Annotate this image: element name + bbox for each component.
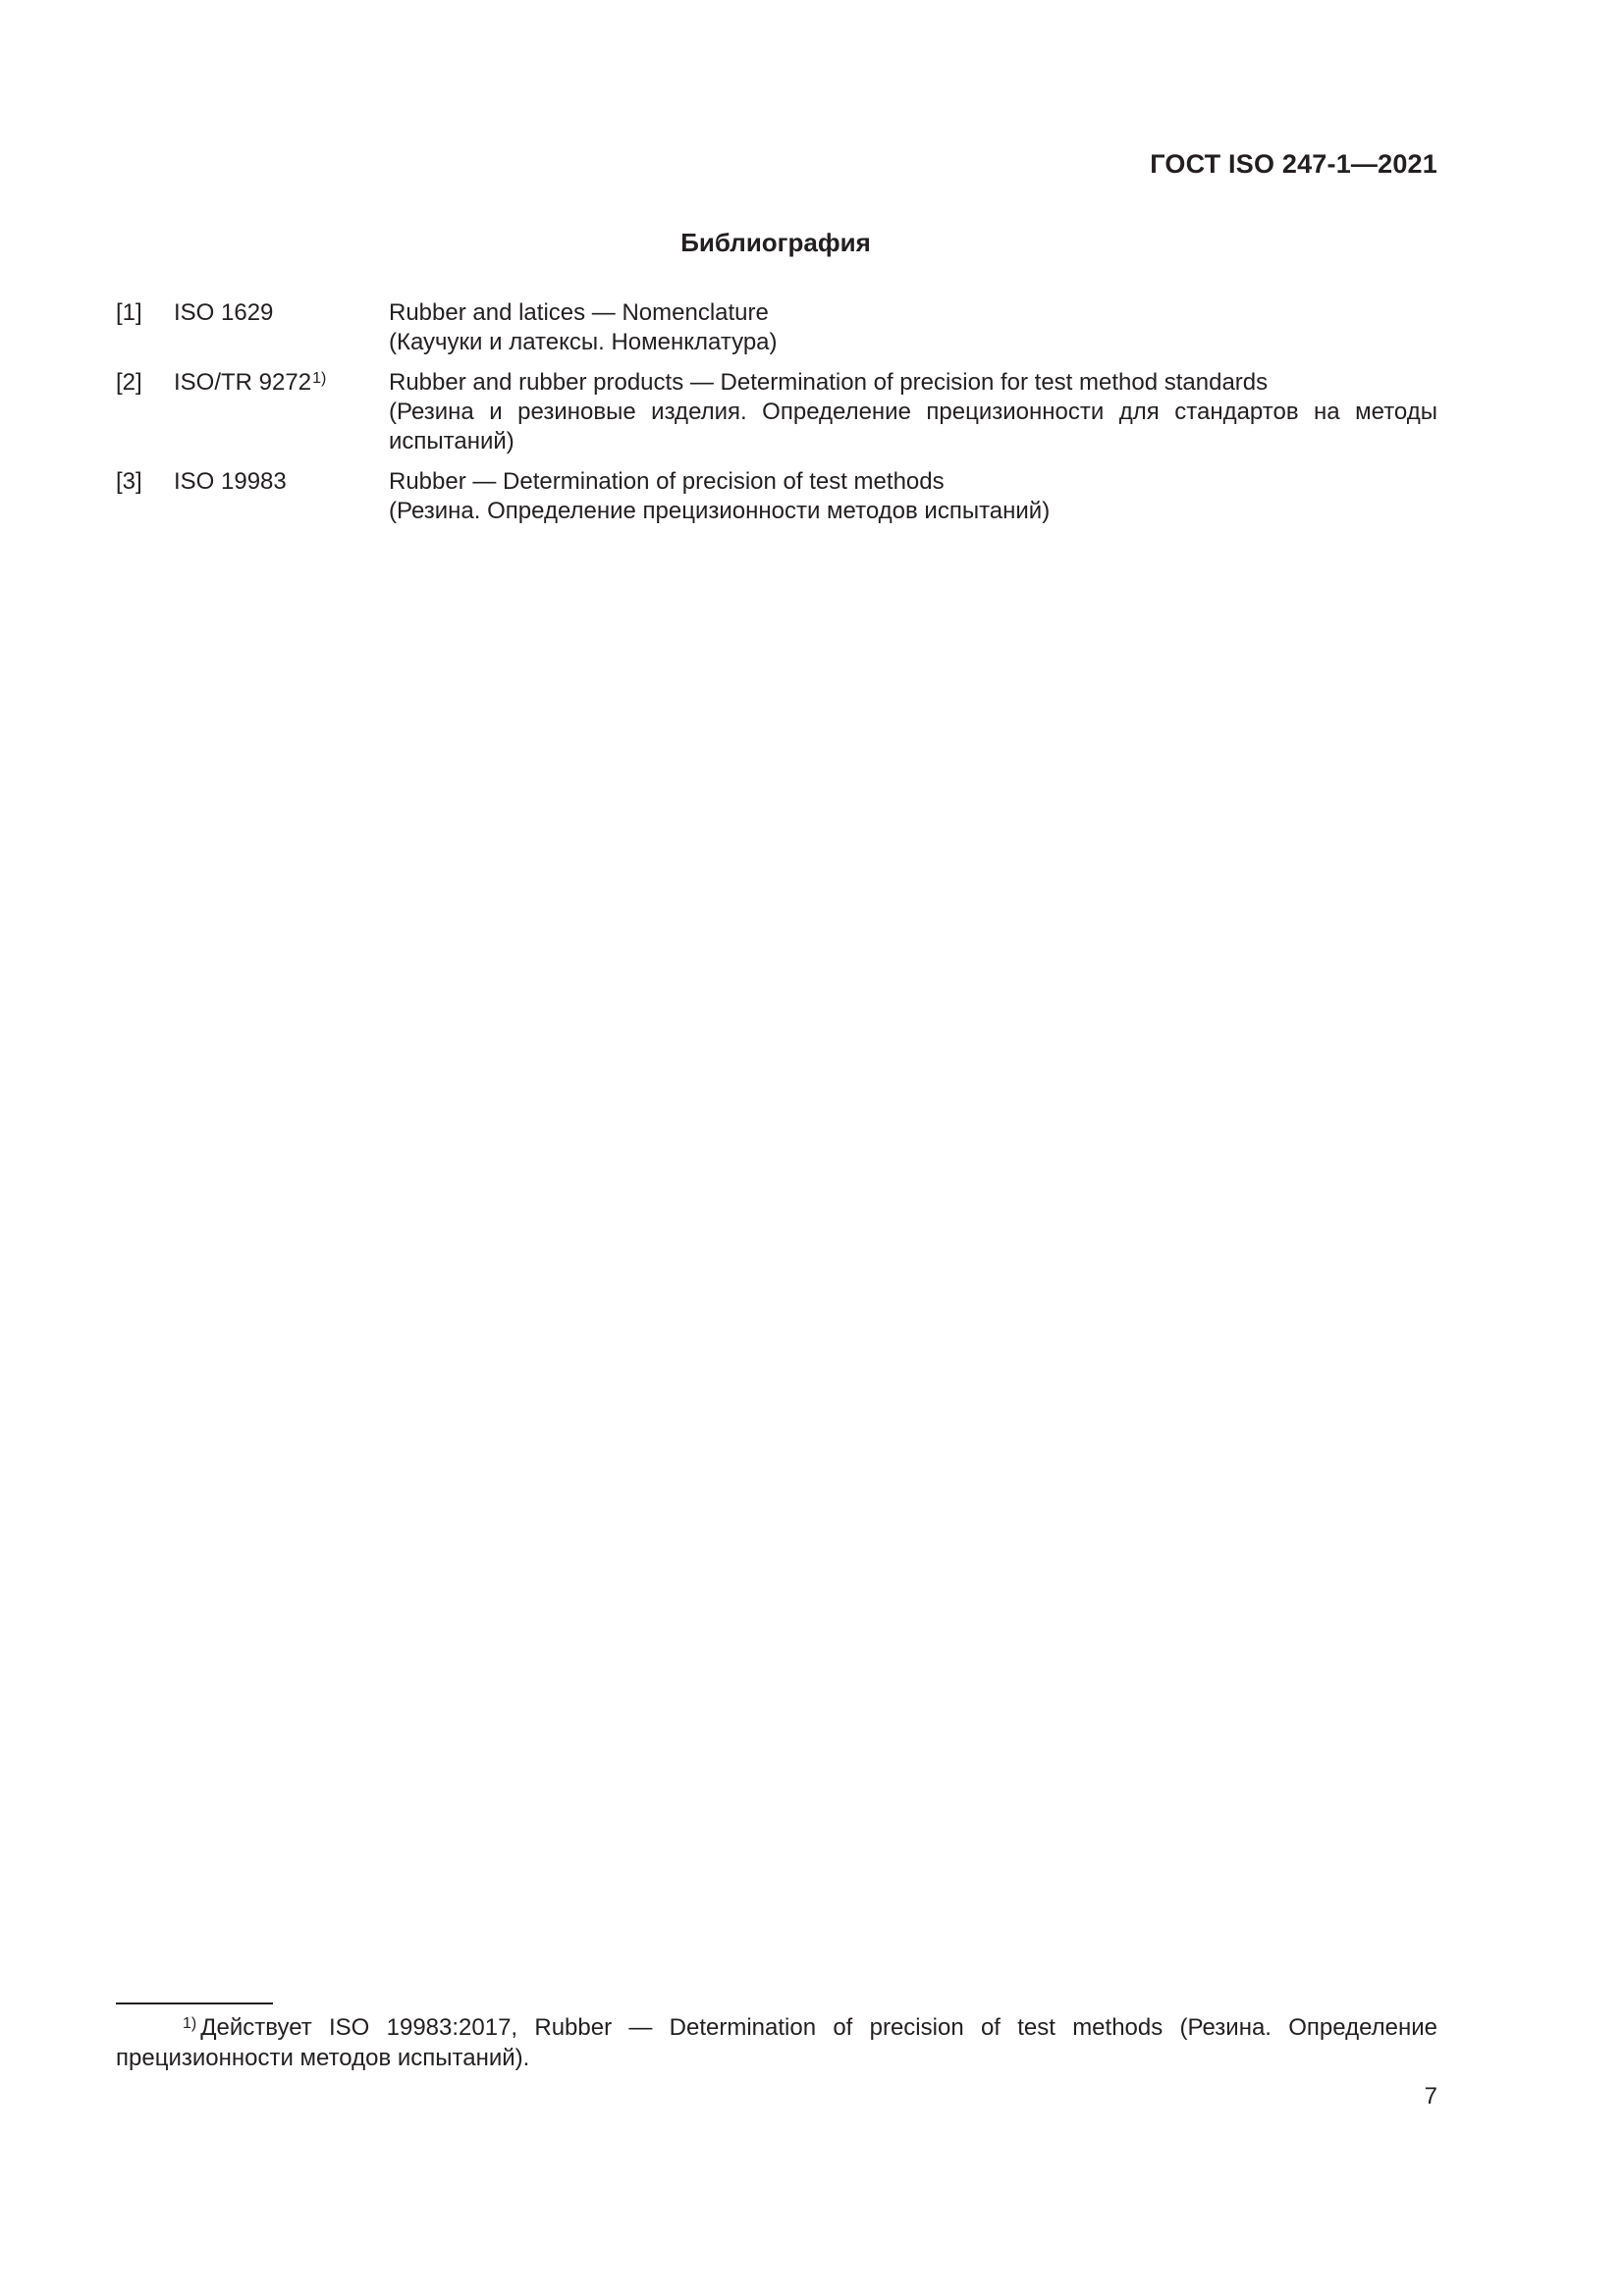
entry-standard xyxy=(174,467,287,497)
entry-title-en: Rubber and rubber products — Determination of precision for test method standards xyxy=(389,369,1269,396)
bibliography-list xyxy=(116,298,1437,537)
footnote-text: Действует ISO 19983:2017, Rubber — Determination of precision of test methods (Резина. Определение прецизионности методов испытаний). xyxy=(116,2014,1437,2071)
footnote-divider xyxy=(116,2002,273,2004)
bibliography-entry xyxy=(116,298,1437,357)
entry-standard-code: ISO 1629 xyxy=(174,299,274,326)
entry-title-ru: (Каучуки и латексы. Номенклатура) xyxy=(389,329,778,355)
footnote-reference[interactable]: 1) xyxy=(312,370,327,387)
entry-standard-code: ISO 19983 xyxy=(174,468,287,495)
entry-title-ru: (Резина. Определение прецизионности методов испытаний) xyxy=(389,498,1051,524)
entry-text xyxy=(389,298,1437,357)
entry-number: [2] xyxy=(116,369,142,396)
entry-standard xyxy=(174,368,326,398)
footnote-mark: 1) xyxy=(183,2015,197,2032)
entry-standard xyxy=(174,298,273,328)
footnote xyxy=(116,2012,1437,2073)
bibliography-entry xyxy=(116,368,1437,456)
entry-title-en: Rubber and latices — Nomenclature xyxy=(389,299,769,326)
page-number: 7 xyxy=(1424,2083,1437,2109)
entry-text xyxy=(389,368,1437,456)
entry-text xyxy=(389,467,1437,526)
document-code: ГОСТ ISO 247-1—2021 xyxy=(1150,149,1437,179)
entry-number: [1] xyxy=(116,299,142,326)
entry-title-ru: (Резина и резиновые изделия. Определение прецизионности для стандартов на методы испытаний) xyxy=(389,399,1437,454)
bibliography-title: Библиография xyxy=(680,228,871,257)
bibliography-entry xyxy=(116,467,1437,526)
entry-number: [3] xyxy=(116,468,142,495)
entry-standard-code: ISO/TR 9272 xyxy=(174,369,312,396)
entry-title-en: Rubber — Determination of precision of test methods xyxy=(389,468,945,495)
